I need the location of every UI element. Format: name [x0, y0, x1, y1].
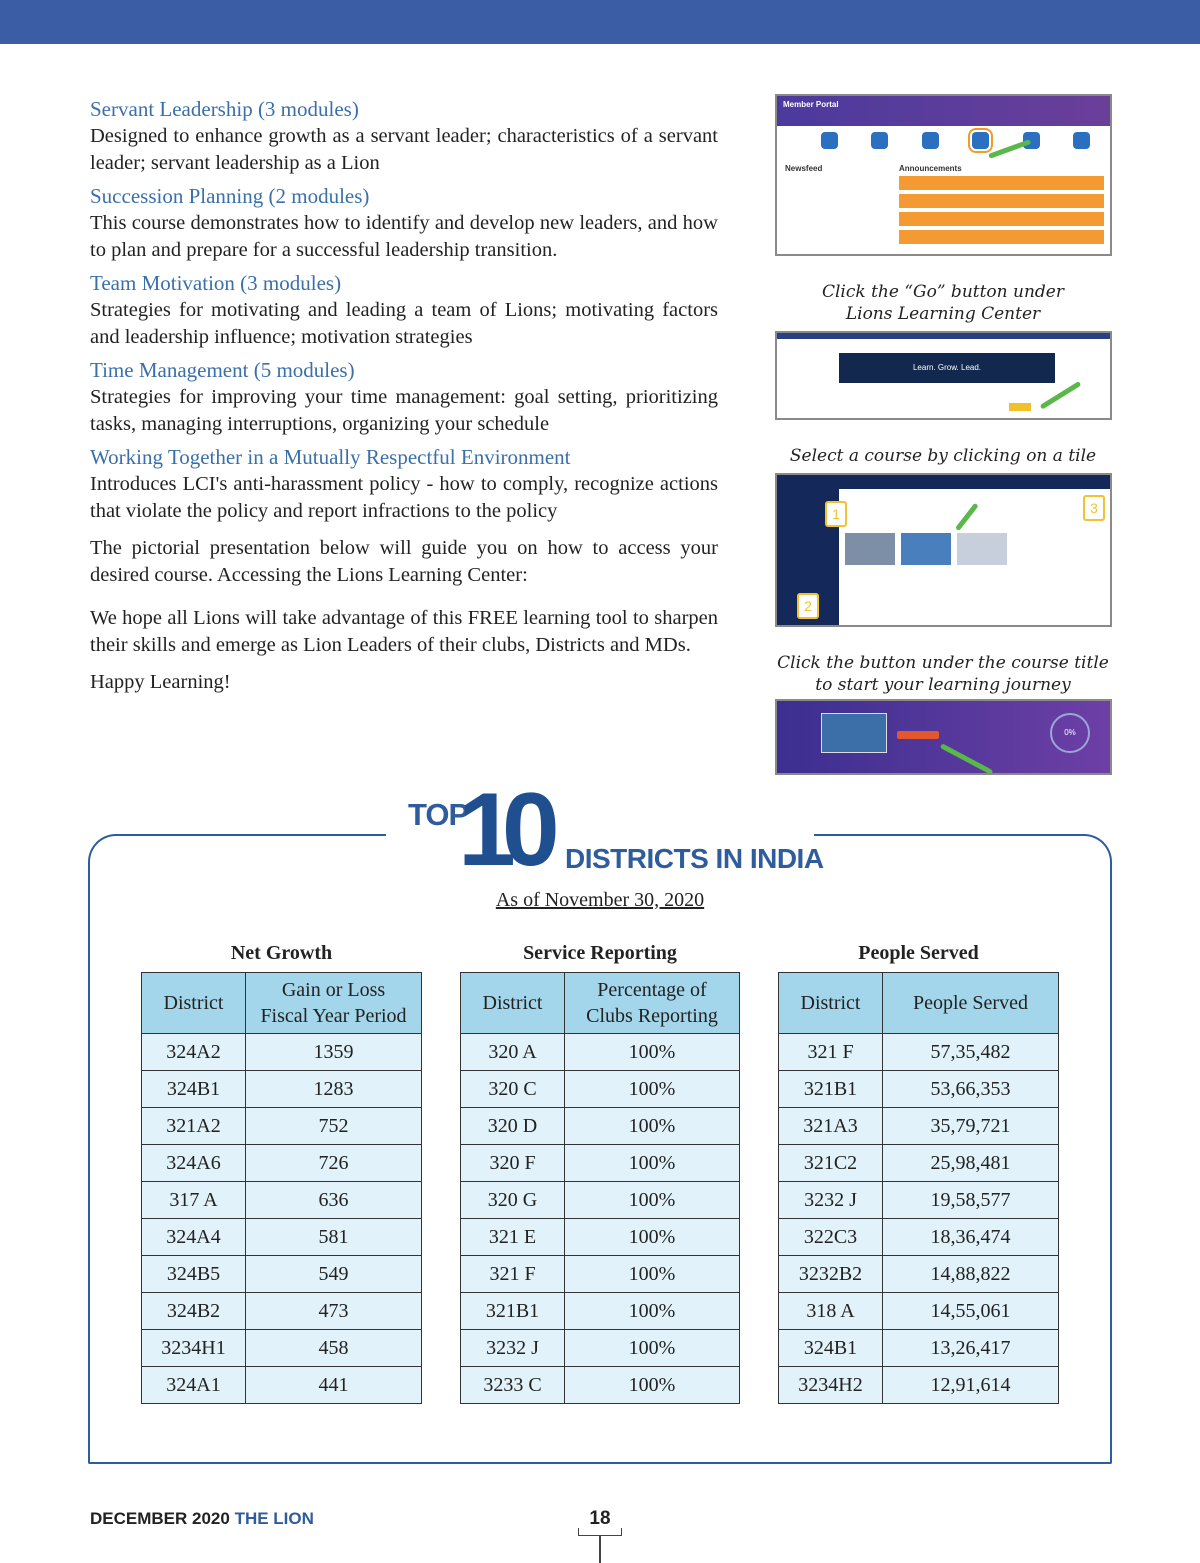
value-cell: 18,36,474: [883, 1219, 1059, 1256]
table-row: [779, 1145, 1059, 1182]
table-row: [142, 1367, 422, 1404]
course-description: Strategies for improving your time management: goal setting, prioritizing tasks, managing interruptions, organizing your schedule: [90, 386, 718, 435]
course-tiles-screenshot: [775, 473, 1112, 627]
caption-line: Lions Learning Center: [845, 304, 1041, 324]
guide-paragraph: The pictorial presentation below will guide you on how to access your desired course. Accessing the Lions Learning Center:: [90, 537, 718, 586]
value-cell: 57,35,482: [883, 1034, 1059, 1071]
footer-date: DECEMBER 2020: [90, 1509, 230, 1528]
value-cell: 14,55,061: [883, 1293, 1059, 1330]
district-cell: 324B5: [142, 1256, 246, 1293]
table-row: [142, 1256, 422, 1293]
green-arrow-icon: [1040, 381, 1082, 410]
page-number-stem: [599, 1536, 601, 1563]
learn-nav-bar: [777, 333, 1110, 339]
course-servant-leadership: [90, 96, 718, 177]
learn-hero-banner: Learn. Grow. Lead.: [839, 353, 1055, 383]
table-header-row: [142, 973, 422, 1034]
caption-go-button: [773, 281, 1113, 325]
step-badge: 2: [797, 593, 819, 619]
value-cell: 100%: [565, 1256, 740, 1293]
value-cell: 100%: [565, 1330, 740, 1367]
course-working-together: [90, 444, 718, 525]
happy-learning-text: Happy Learning!: [90, 671, 231, 693]
learn-icon: [972, 132, 989, 149]
table-row: [779, 1108, 1059, 1145]
progress-circle: 0%: [1050, 713, 1090, 753]
hope-paragraph: We hope all Lions will take advantage of this FREE learning tool to sharpen their skills and emerge as Lion Leaders of their clubs, Districts and MDs.: [90, 607, 718, 656]
value-cell: 100%: [565, 1034, 740, 1071]
value-cell: 35,79,721: [883, 1108, 1059, 1145]
district-cell: 324A1: [142, 1367, 246, 1404]
as-of-date: As of November 30, 2020: [495, 889, 705, 911]
course-title: Team Motivation (3 modules): [90, 271, 342, 295]
table-row: [779, 1182, 1059, 1219]
table-row: [779, 1330, 1059, 1367]
district-cell: 3233 C: [461, 1367, 565, 1404]
course-title: Time Management (5 modules): [90, 358, 355, 382]
mylion-icon: [821, 132, 838, 149]
value-cell: 100%: [565, 1367, 740, 1404]
district-cell: 320 G: [461, 1182, 565, 1219]
header-line: Gain or Loss: [281, 979, 386, 1001]
course-thumbnail: [821, 713, 887, 753]
value-cell: 100%: [565, 1182, 740, 1219]
lms-top-bar: [839, 475, 1110, 489]
table-row: [779, 1367, 1059, 1404]
table-title: Net Growth: [230, 942, 333, 964]
value-cell: 53,66,353: [883, 1071, 1059, 1108]
portal-header: [777, 96, 1110, 126]
districts-heading: DISTRICTS IN INDIA: [565, 843, 824, 874]
step-badge: 1: [825, 501, 847, 527]
value-cell: 549: [246, 1256, 422, 1293]
announcement-bar: [899, 212, 1104, 226]
table-row: [779, 1293, 1059, 1330]
district-cell: 320 C: [461, 1071, 565, 1108]
column-header: District: [142, 973, 246, 1034]
district-cell: 3232 J: [461, 1330, 565, 1367]
course-description: Strategies for motivating and leading a team of Lions; motivating factors and leadership influence; motivation strategies: [90, 299, 718, 348]
value-cell: 726: [246, 1145, 422, 1182]
district-cell: 324A2: [142, 1034, 246, 1071]
start-course-button: [897, 731, 939, 739]
column-header: [246, 973, 422, 1034]
district-cell: 324B2: [142, 1293, 246, 1330]
course-description: Introduces LCI's anti-harassment policy - how to comply, recognize actions that violate the policy and report infractions to the policy: [90, 473, 718, 522]
table-row: [779, 1256, 1059, 1293]
district-cell: 321C2: [779, 1145, 883, 1182]
course-tile: [845, 533, 895, 565]
caption-line: Click the button under the course title: [777, 653, 1109, 673]
announcement-bar: [899, 230, 1104, 244]
caption-start-journey: [773, 652, 1113, 696]
value-cell: 100%: [565, 1071, 740, 1108]
value-cell: 25,98,481: [883, 1145, 1059, 1182]
district-cell: 3234H2: [779, 1367, 883, 1404]
announcement-bar: [899, 194, 1104, 208]
value-cell: 13,26,417: [883, 1330, 1059, 1367]
table-row: [461, 1219, 740, 1256]
page-number-bracket: [578, 1528, 622, 1536]
course-list: [90, 96, 718, 696]
page-number: 18: [589, 1508, 611, 1529]
district-cell: 321B1: [779, 1071, 883, 1108]
value-cell: 100%: [565, 1108, 740, 1145]
green-arrow-icon: [955, 503, 979, 531]
net-growth-table: [141, 972, 422, 1404]
course-title: Succession Planning (2 modules): [90, 184, 370, 208]
table-row: [142, 1145, 422, 1182]
district-cell: 324B1: [779, 1330, 883, 1367]
table-row: [461, 1071, 740, 1108]
net-growth-section: [141, 940, 422, 1404]
table-row: [461, 1182, 740, 1219]
table-row: [461, 1293, 740, 1330]
caption-line: Select a course by clicking on a tile: [789, 446, 1097, 466]
caption-line: Click the “Go” button under: [821, 282, 1064, 302]
service-reporting-section: [460, 940, 740, 1404]
value-cell: 1359: [246, 1034, 422, 1071]
table-row: [461, 1256, 740, 1293]
service-reporting-table: [460, 972, 740, 1404]
column-header: District: [461, 973, 565, 1034]
district-cell: 324B1: [142, 1071, 246, 1108]
district-cell: 322C3: [779, 1219, 883, 1256]
value-cell: 752: [246, 1108, 422, 1145]
frame-corner-left: [88, 834, 386, 864]
top-color-bar: [0, 0, 1200, 44]
district-cell: 317 A: [142, 1182, 246, 1219]
header-line: Clubs Reporting: [586, 1005, 718, 1027]
value-cell: 14,88,822: [883, 1256, 1059, 1293]
district-cell: 320 F: [461, 1145, 565, 1182]
table-row: [142, 1034, 422, 1071]
district-cell: 321B1: [461, 1293, 565, 1330]
column-header: People Served: [883, 973, 1059, 1034]
district-cell: 3232 J: [779, 1182, 883, 1219]
value-cell: 100%: [565, 1219, 740, 1256]
table-title: People Served: [858, 942, 979, 964]
table-row: [779, 1219, 1059, 1256]
footer-magazine: THE LION: [234, 1509, 314, 1528]
table-row: [461, 1034, 740, 1071]
caption-select-course: [773, 445, 1113, 467]
portal-title: Member Portal: [783, 100, 839, 109]
ten-number: 10: [458, 772, 546, 888]
table-row: [142, 1108, 422, 1145]
value-cell: 100%: [565, 1145, 740, 1182]
value-cell: 458: [246, 1330, 422, 1367]
table-row: [142, 1330, 422, 1367]
column-header: [565, 973, 740, 1034]
people-served-section: [778, 940, 1059, 1404]
district-cell: 320 A: [461, 1034, 565, 1071]
top-label: TOP: [408, 797, 469, 832]
footer-issue: [90, 1509, 314, 1529]
table-row: [142, 1219, 422, 1256]
course-title: Servant Leadership (3 modules): [90, 97, 359, 121]
header-line: Fiscal Year Period: [260, 1005, 407, 1027]
course-time-management: [90, 357, 718, 438]
frame-corner-right: [814, 834, 1112, 864]
column-header: District: [779, 973, 883, 1034]
insights-icon: [922, 132, 939, 149]
table-header-row: [461, 973, 740, 1034]
go-button-highlight: [1009, 403, 1031, 411]
value-cell: 473: [246, 1293, 422, 1330]
table-title: Service Reporting: [523, 942, 677, 964]
district-cell: 321A3: [779, 1108, 883, 1145]
step-badge: 3: [1083, 495, 1105, 521]
announcements-label: Announcements: [899, 164, 962, 173]
district-cell: 3232B2: [779, 1256, 883, 1293]
table-row: [142, 1293, 422, 1330]
value-cell: 100%: [565, 1293, 740, 1330]
caption-line: to start your learning journey: [815, 675, 1071, 695]
table-row: [461, 1367, 740, 1404]
course-tile: [901, 533, 951, 565]
table-row: [461, 1330, 740, 1367]
value-cell: 581: [246, 1219, 422, 1256]
value-cell: 1283: [246, 1071, 422, 1108]
district-cell: 321 F: [779, 1034, 883, 1071]
header-line: Percentage of: [597, 979, 707, 1001]
table-header-row: [779, 973, 1059, 1034]
course-succession-planning: [90, 183, 718, 264]
course-start-screenshot: [775, 699, 1112, 775]
district-cell: 324A6: [142, 1145, 246, 1182]
portal-icon-row: [821, 132, 1090, 149]
district-cell: 321 E: [461, 1219, 565, 1256]
value-cell: 12,91,614: [883, 1367, 1059, 1404]
table-row: [779, 1071, 1059, 1108]
course-tile: [957, 533, 1007, 565]
learn-page-screenshot: [775, 331, 1112, 420]
mylci-icon: [871, 132, 888, 149]
table-row: [461, 1108, 740, 1145]
member-portal-screenshot: [775, 94, 1112, 256]
district-cell: 320 D: [461, 1108, 565, 1145]
value-cell: 19,58,577: [883, 1182, 1059, 1219]
district-cell: 324A4: [142, 1219, 246, 1256]
table-row: [779, 1034, 1059, 1071]
course-team-motivation: [90, 270, 718, 351]
value-cell: 636: [246, 1182, 422, 1219]
newsfeed-label: Newsfeed: [785, 164, 823, 173]
people-served-table: [778, 972, 1059, 1404]
connect-icon: [1073, 132, 1090, 149]
course-description: This course demonstrates how to identify and develop new leaders, and how to plan and prepare for a successful leadership transition.: [90, 212, 718, 261]
district-cell: 321 F: [461, 1256, 565, 1293]
table-row: [461, 1145, 740, 1182]
table-row: [142, 1182, 422, 1219]
course-description: Designed to enhance growth as a servant leader; characteristics of a servant leader; servant leadership as a Lion: [90, 125, 718, 174]
district-cell: 321A2: [142, 1108, 246, 1145]
district-cell: 3234H1: [142, 1330, 246, 1367]
value-cell: 441: [246, 1367, 422, 1404]
announcement-bar: [899, 176, 1104, 190]
table-row: [142, 1071, 422, 1108]
course-title: Working Together in a Mutually Respectful Environment: [90, 445, 571, 469]
district-cell: 318 A: [779, 1293, 883, 1330]
